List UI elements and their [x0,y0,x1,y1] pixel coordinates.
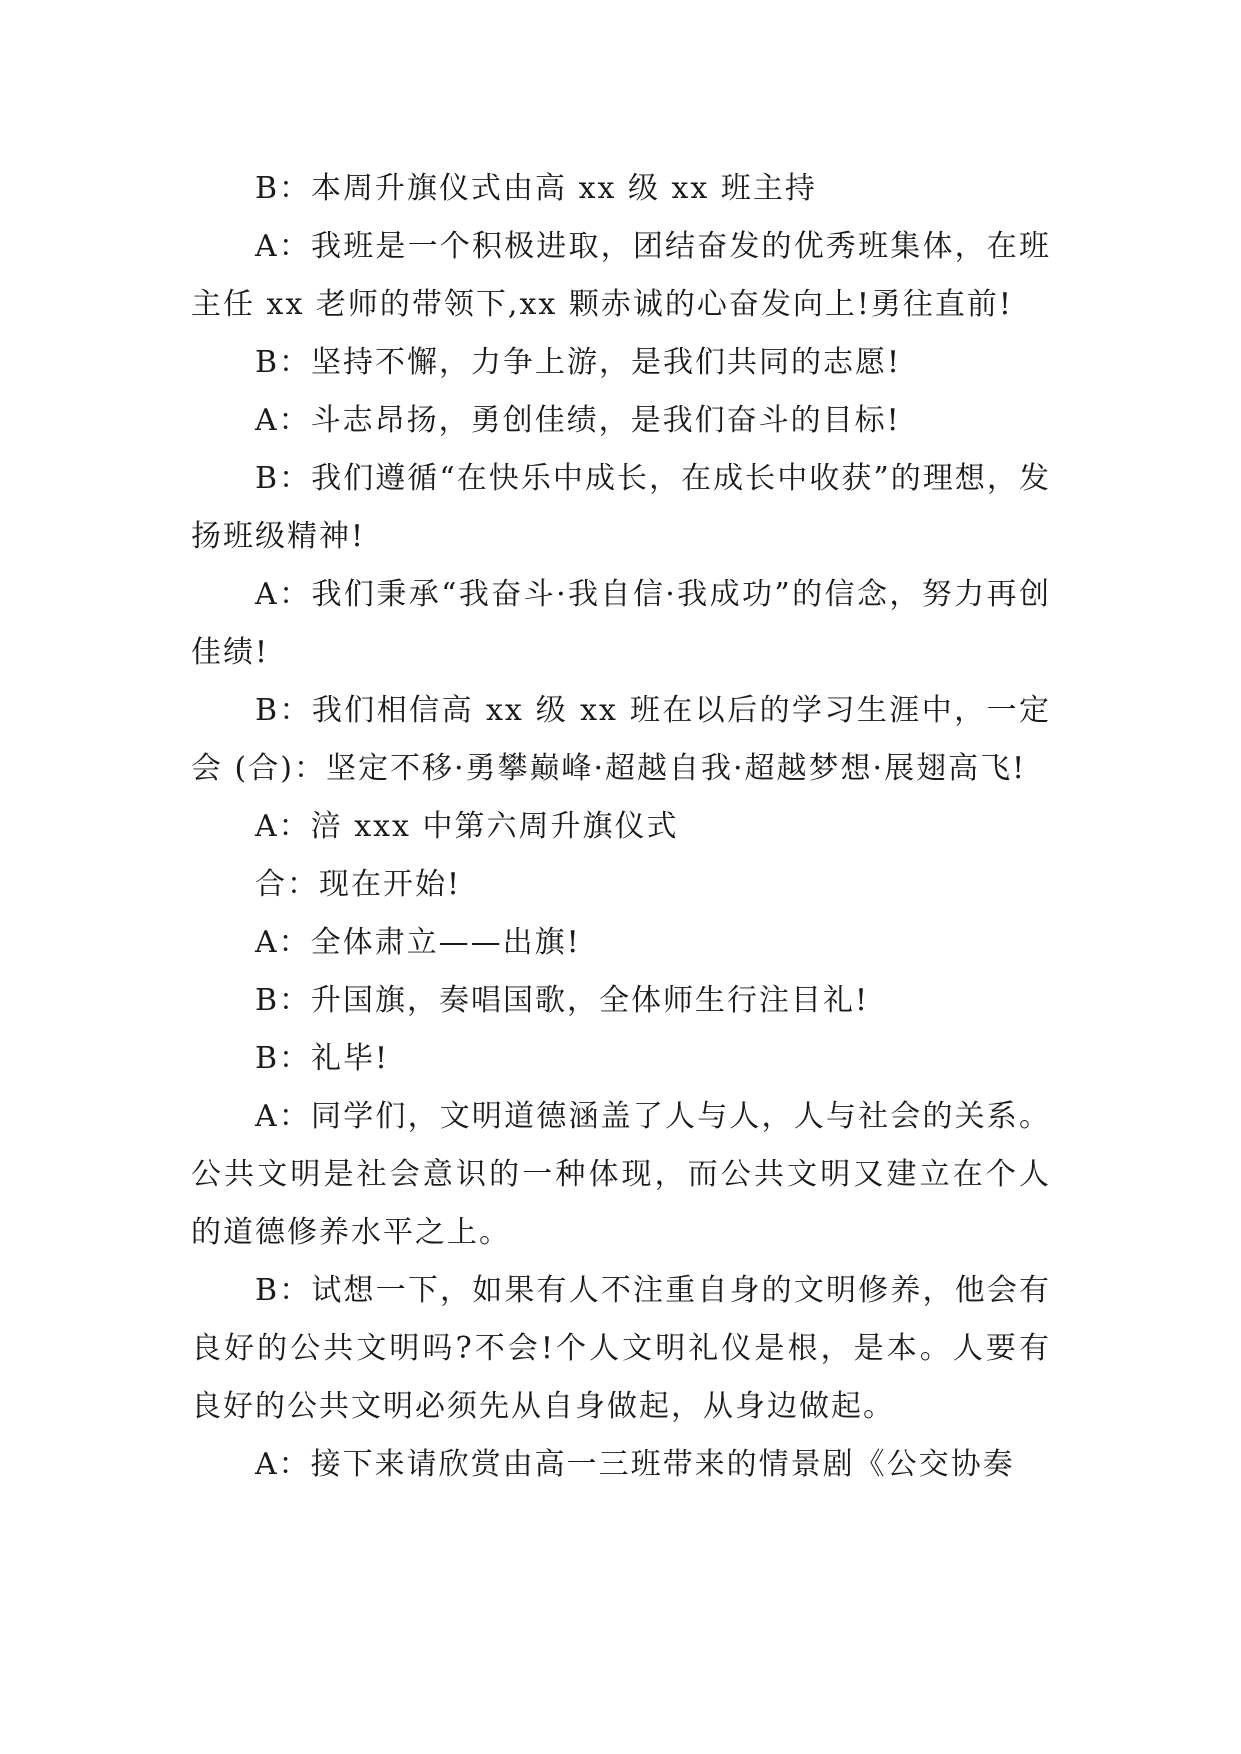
paragraph-goal: A：斗志昂扬，勇创佳绩，是我们奋斗的目标! [255,403,901,438]
paragraph-ideal: B：我们遵循“在快乐中成长，在成长中收获”的理想，发扬班级精神! [191,461,1051,554]
paragraph-host-intro: B：本周升旗仪式由高 xx 级 xx 班主持 [255,171,817,206]
paragraph-together: B：我们相信高 xx 级 xx 班在以后的学习生涯中，一定会 (合)：坚定不移·勇攀巅峰·超越自我·超越梦想·展翅高飞! [191,693,1051,786]
paragraph-flag-out: A：全体肃立——出旗! [255,925,581,960]
paragraph-anthem: B：升国旗，奏唱国歌，全体师生行注目礼! [255,983,870,1018]
paragraph-class-intro: A：我班是一个积极进取，团结奋发的优秀班集体，在班主任 xx 老师的带领下,xx 颗赤诚的心奋发向上!勇往直前! [191,229,1051,322]
paragraph-salute-end: B：礼毕! [255,1041,390,1076]
paragraph-aspiration: B：坚持不懈，力争上游，是我们共同的志愿! [255,345,902,380]
paragraph-civility: A：同学们，文明道德涵盖了人与人，人与社会的关系。公共文明是社会意识的一种体现，而公共文明又建立在个人的道德修养水平之上。 [191,1099,1051,1250]
paragraph-ceremony-title: A：涪 xxx 中第六周升旗仪式 [255,809,679,844]
paragraph-belief: A：我们秉承“我奋斗·我自信·我成功”的信念，努力再创佳绩! [191,577,1051,670]
paragraph-start: 合：现在开始! [255,867,462,902]
document-page [191,160,1051,1494]
paragraph-next-act: A：接下来请欣赏由高一三班带来的情景剧《公交协奏 [255,1447,1015,1482]
paragraph-reflection: B：试想一下，如果有人不注重自身的文明修养，他会有良好的公共文明吗?不会!个人文明礼仪是根，是本。人要有良好的公共文明必须先从自身做起，从身边做起。 [191,1273,1051,1424]
